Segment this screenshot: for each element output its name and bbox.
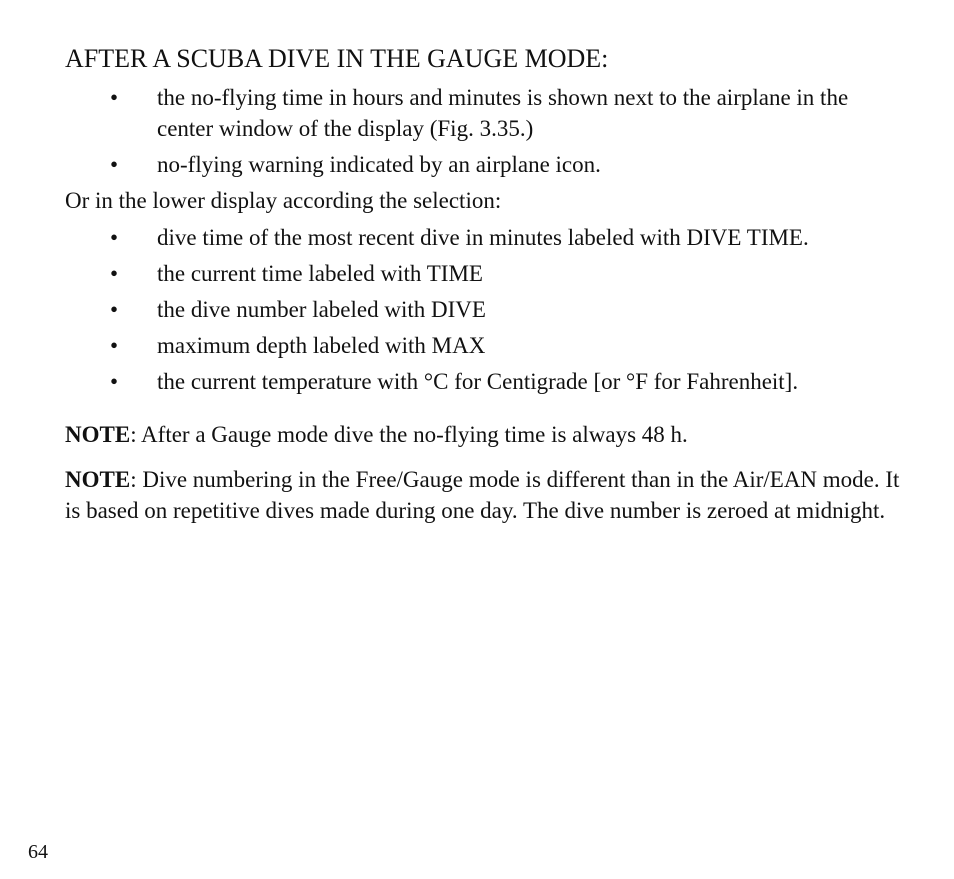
note-dive-numbering (65, 464, 905, 526)
list-item-text: the current temperature with °C for Centigrade [or °F for Fahrenheit]. (157, 369, 799, 394)
bullet-icon: • (110, 225, 119, 250)
note-label: NOTE (65, 422, 131, 447)
lower-display-intro: Or in the lower display according the selection: (65, 188, 502, 213)
bullet-icon: • (110, 333, 119, 358)
list-item (65, 82, 905, 144)
bullet-icon: • (110, 369, 119, 394)
note-text: : Dive numbering in the Free/Gauge mode is different than in the Air/EAN mode. It is based on repetitive dives made during one day. The dive number is zeroed at midnight. (65, 467, 900, 523)
gauge-mode-bullet-list (65, 82, 905, 180)
list-item-text: maximum depth labeled with MAX (157, 333, 486, 358)
list-item-text: dive time of the most recent dive in minutes labeled with DIVE TIME. (157, 225, 809, 250)
lower-display-bullet-list (65, 222, 905, 397)
list-item (65, 366, 905, 397)
list-item (65, 149, 905, 180)
note-text: : After a Gauge mode dive the no-flying time is always 48 h. (130, 422, 688, 447)
list-item-text: the current time labeled with TIME (157, 261, 483, 286)
note-label: NOTE (65, 467, 131, 492)
bullet-icon: • (110, 85, 119, 110)
bullet-icon: • (110, 297, 119, 322)
list-item-text: the dive number labeled with DIVE (157, 297, 486, 322)
list-item-text: the no-flying time in hours and minutes is shown next to the airplane in the center window of the display (Fig. 3.35.) (157, 85, 849, 141)
list-item (65, 222, 905, 253)
list-item (65, 258, 905, 289)
section-heading: AFTER A SCUBA DIVE IN THE GAUGE MODE: (65, 44, 609, 73)
list-item (65, 330, 905, 361)
note-no-flying-time (65, 419, 905, 450)
bullet-icon: • (110, 152, 119, 177)
bullet-icon: • (110, 261, 119, 286)
document-page (65, 42, 905, 526)
list-item (65, 294, 905, 325)
list-item-text: no-flying warning indicated by an airplane icon. (157, 152, 601, 177)
page-number: 64 (28, 841, 48, 863)
